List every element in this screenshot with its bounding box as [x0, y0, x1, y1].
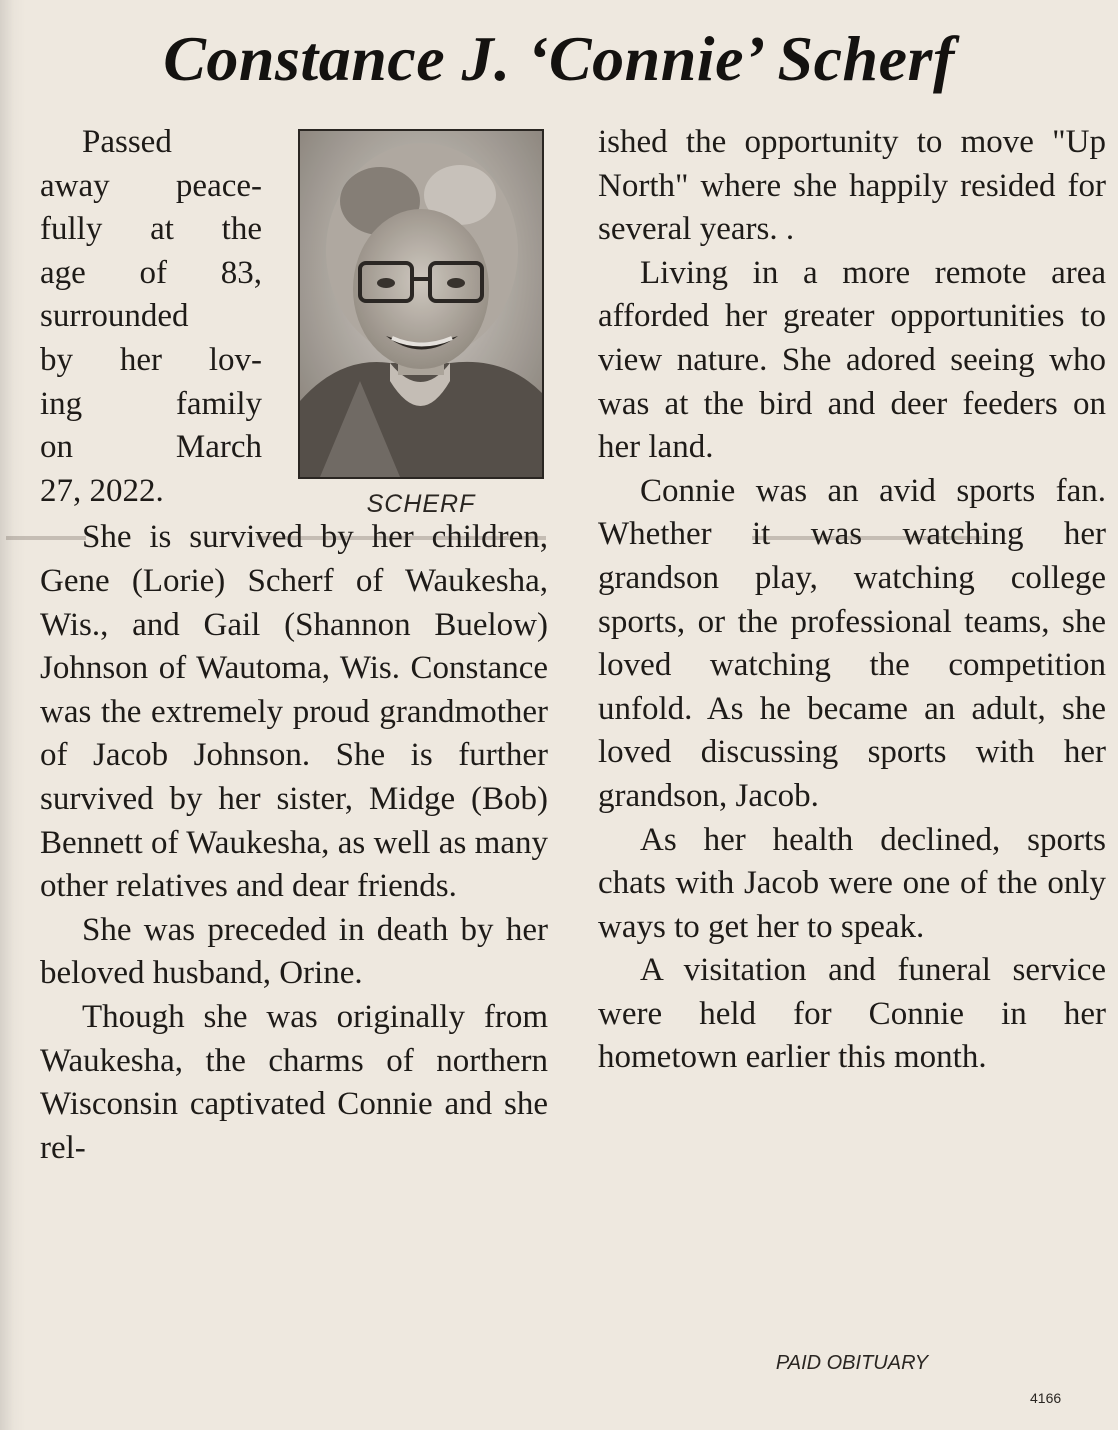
- obituary-headline: Constance J. ‘Connie’ Scherf: [163, 23, 955, 94]
- visitation-paragraph: A visitation and funeral service were held for Connie in her hometown earlier this month.: [598, 952, 1106, 1076]
- intro-line: on March: [40, 429, 262, 466]
- intro-line: away peace-: [40, 167, 262, 204]
- ad-number: 4166: [1030, 1390, 1062, 1406]
- left-column: [40, 519, 548, 1170]
- portrait-photo: [298, 129, 544, 479]
- photo-caption: SCHERF: [366, 490, 476, 518]
- intro-line: fully at the: [40, 211, 262, 248]
- origin-paragraph: Though she was originally from Waukesha, the charms of northern Wisconsin captivated Connie and she rel-: [40, 998, 548, 1166]
- intro-column: [40, 121, 262, 513]
- right-column: [598, 121, 1106, 1080]
- preceded-paragraph: She was preceded in death by her beloved husband, Orine.: [40, 911, 548, 992]
- paid-obituary-label: PAID OBITUARY: [775, 1352, 929, 1374]
- intro-line: age of 83,: [40, 254, 262, 291]
- health-paragraph: As her health declined, sports chats with Jacob were one of the only ways to get her to speak.: [598, 821, 1106, 945]
- portrait-icon: [300, 131, 542, 477]
- nature-paragraph: Living in a more remote area afforded her greater opportunities to view nature. She adored seeing who was at the bird and deer feeders on her land.: [598, 254, 1106, 466]
- intro-line: surrounded: [40, 298, 189, 335]
- sports-paragraph: Connie was an avid sports fan. Whether it was watching her grandson play, watching college sports, or the professional teams, she loved watching the competition unfold. As he became an adult, she loved discussing sports with her grandson, Jacob.: [598, 472, 1106, 814]
- up-north-paragraph: ished the opportunity to move "Up North" where she happily resided for several years. .: [598, 124, 1106, 248]
- survivors-paragraph: She is survived by her children, Gene (Lorie) Scherf of Waukesha, Wis., and Gail (Shannon Buelow) Johnson of Wautoma, Wis. Constance was the extremely proud grandmother of Jacob Johnson. She is further survived by her sister, Midge (Bob) Bennett of Waukesha, as well as many other relatives and dear friends.: [40, 519, 548, 905]
- intro-line: by her lov-: [40, 341, 262, 378]
- intro-line: ing family: [40, 385, 262, 422]
- intro-line: 27, 2022.: [40, 472, 164, 509]
- intro-line: Passed: [82, 124, 172, 160]
- intro-paragraph: [40, 121, 262, 513]
